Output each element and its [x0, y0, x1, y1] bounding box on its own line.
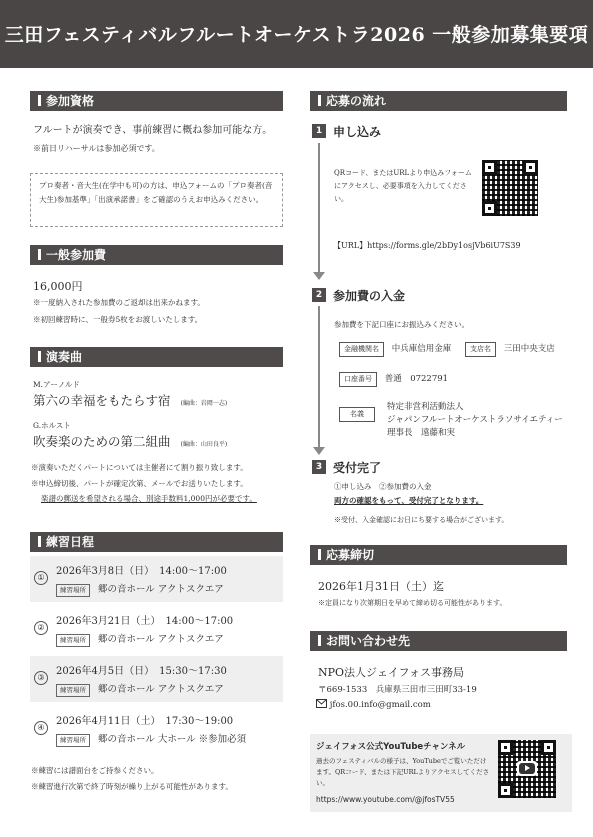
step-3-note: ※受付、入金確認にお日にち要する場合がございます。 — [334, 516, 509, 524]
row-venue: 練習場所 郷の音ホール アクトスクエア — [56, 681, 224, 697]
row-date: 2026年3月8日（日） 14:00～17:00 — [56, 566, 227, 577]
branch-label: 支店名 — [465, 342, 496, 357]
piece-2-composer: G.ホルスト — [33, 421, 71, 430]
qr-finder — [482, 201, 497, 216]
qr-finder — [482, 160, 497, 175]
youtube-play-icon — [517, 761, 537, 776]
step-2-text: 参加費を下記口座にお振込みください。 — [334, 320, 469, 329]
branch-value: 三田中央支店 — [503, 344, 555, 354]
heading-bar — [38, 95, 41, 106]
piece-2-arranger: (編曲：山田良平) — [180, 441, 228, 448]
row-venue: 練習場所 郷の音ホール アクトスクエア — [56, 631, 224, 647]
fee-note-1: ※一度納入された参加費のご返却は出来かねます。 — [33, 298, 205, 307]
heading-bar — [318, 549, 321, 560]
step-3-line-1: ①申し込み ②参加費の入金 — [334, 482, 432, 491]
venue-tag: 練習場所 — [56, 734, 90, 747]
venue-tag: 練習場所 — [56, 584, 90, 597]
row-venue: 練習場所 郷の音ホール 大ホール ※参加必須 — [56, 731, 246, 747]
youtube-title: ジェイフォス公式YouTubeチャンネル — [316, 742, 466, 752]
flow-arrow-line — [318, 306, 320, 450]
page-header — [0, 0, 593, 68]
deadline-note: ※定員になり次第期日を早めて締め切る可能性があります。 — [318, 599, 507, 607]
step-2-title: 参加費の入金 — [333, 289, 406, 303]
row-number: ① — [34, 571, 48, 585]
bank-value: 中兵庫信用金庫 — [391, 344, 452, 354]
bank-name-row — [339, 342, 451, 357]
contact-email[interactable]: jfos.00.info@gmail.com — [329, 700, 431, 710]
eligibility-note: ※前日リハーサルは参加必須です。 — [33, 144, 160, 153]
contact-address: 〒669-1533 兵庫県三田市三田町33-19 — [318, 685, 477, 695]
row-date: 2026年3月21日（土） 14:00～17:00 — [56, 616, 234, 627]
step-3-title: 受付完了 — [333, 461, 382, 475]
eligibility-main: フルートが演奏でき、事前練習に概ね参加可能な方。 — [33, 125, 273, 136]
youtube-text: 過去のフェスティバルの様子は、YouTubeでご覧いただけます。QRコード、または下記URLよりアクセスしてください。 — [316, 757, 490, 787]
fee-note-2: ※初回練習時に、一般券5枚をお渡しいたします。 — [33, 315, 203, 324]
contact-email-row[interactable] — [316, 699, 431, 710]
section-eligibility-heading: 参加資格 — [30, 91, 283, 111]
mail-icon — [316, 699, 327, 708]
venue-tag: 練習場所 — [56, 634, 90, 647]
section-contact-heading: お問い合わせ先 — [310, 631, 567, 651]
account-value: 普通 0722791 — [384, 374, 449, 384]
step-1-number: 1 — [312, 124, 326, 138]
piece-1-title: 第六の幸福をもたらす宿 (編曲：岩岡一志) — [33, 393, 228, 408]
branch-row — [465, 342, 555, 357]
section-fee-heading: 一般参加費 — [30, 245, 283, 265]
piece-1-arranger: (編曲：岩岡一志) — [180, 400, 228, 407]
step-2-number: 2 — [312, 288, 326, 302]
row-number: ④ — [34, 721, 48, 735]
youtube-box — [310, 734, 572, 812]
apply-form-url[interactable]: 【URL】https://forms.gle/2bDy1osjVb6iU7S39 — [333, 241, 521, 250]
account-name-row — [339, 401, 375, 422]
page-title: 三田フェスティバルフルートオーケストラ2026 一般参加募集要項 — [4, 24, 589, 46]
flow-arrow-line — [318, 143, 320, 275]
deadline-date: 2026年1月31日（土）迄 — [318, 580, 444, 593]
flow-arrow-head — [313, 447, 325, 455]
piece-1-composer: M.アーノルド — [33, 380, 80, 389]
account-label: 口座番号 — [339, 372, 377, 387]
schedule-row — [30, 606, 283, 652]
apply-form-qr-code[interactable] — [482, 160, 538, 216]
schedule-row — [30, 706, 283, 752]
step-3-line-2: 両方の確認をもって、受付完了となります。 — [334, 496, 484, 505]
qr-finder — [498, 740, 513, 755]
schedule-row — [30, 656, 283, 702]
heading-bar — [318, 635, 321, 646]
bank-label: 金融機関名 — [339, 342, 384, 357]
qr-finder — [523, 160, 538, 175]
pieces-note-2: ※申込締切後、パートが確定次第、メールでお送りいたします。 — [31, 479, 248, 488]
heading-bar — [38, 249, 41, 260]
pieces-note-3: 楽譜の郵送を希望される場合、別途手数料1,000円が必要です。 — [41, 494, 257, 503]
heading-bar — [38, 351, 41, 362]
contact-org: NPO法人ジェイフォス事務局 — [318, 666, 464, 679]
schedule-row — [30, 556, 283, 602]
account-row — [339, 372, 448, 387]
step-1-title: 申し込み — [333, 125, 382, 139]
pieces-note-1: ※演奏いただくパートについては主催者にて割り振り致します。 — [31, 463, 248, 472]
section-flow-heading: 応募の流れ — [310, 91, 567, 111]
eligibility-pro-box: プロ奏者・音大生(在学中も可)の方は、申込フォームの「プロ奏者(音大生)参加基準」「出演承諾書」をご確認のうえお申込みください。 — [30, 173, 283, 227]
venue-tag: 練習場所 — [56, 684, 90, 697]
row-venue: 練習場所 郷の音ホール アクトスクエア — [56, 581, 224, 597]
section-schedule-heading: 練習日程 — [30, 532, 283, 552]
name-label: 名義 — [339, 407, 375, 422]
section-pieces-heading: 演奏曲 — [30, 347, 283, 367]
youtube-url[interactable]: https://www.youtube.com/@jfosTV55 — [316, 795, 455, 804]
row-date: 2026年4月5日（日） 15:30～17:30 — [56, 666, 227, 677]
account-name-value: 特定非営利活動法人 ジャパンフルートオーケストラソサイエティー 理事長 遠藤和実 — [387, 402, 563, 438]
fee-amount: 16,000円 — [33, 280, 83, 293]
row-number: ② — [34, 621, 48, 635]
section-deadline-heading: 応募締切 — [310, 545, 567, 565]
flow-arrow-head — [313, 272, 325, 280]
qr-finder — [498, 783, 513, 798]
heading-bar — [38, 536, 41, 547]
row-number: ③ — [34, 671, 48, 685]
step-1-text: QRコード、またはURLより申込みフォームにアクセスし、必要事項を入力してください。 — [334, 169, 472, 203]
qr-finder — [541, 740, 556, 755]
step-3-number: 3 — [312, 460, 326, 474]
row-date: 2026年4月11日（土） 17:30～19:00 — [56, 716, 234, 727]
schedule-note-1: ※練習には譜面台をご持参ください。 — [31, 766, 159, 775]
schedule-note-2: ※練習進行次第で終了時刻が繰り上がる可能性があります。 — [31, 782, 233, 791]
youtube-qr-code[interactable] — [498, 740, 556, 798]
piece-2-title: 吹奏楽のための第二組曲 (編曲：山田良平) — [33, 434, 228, 449]
heading-bar — [318, 95, 321, 106]
